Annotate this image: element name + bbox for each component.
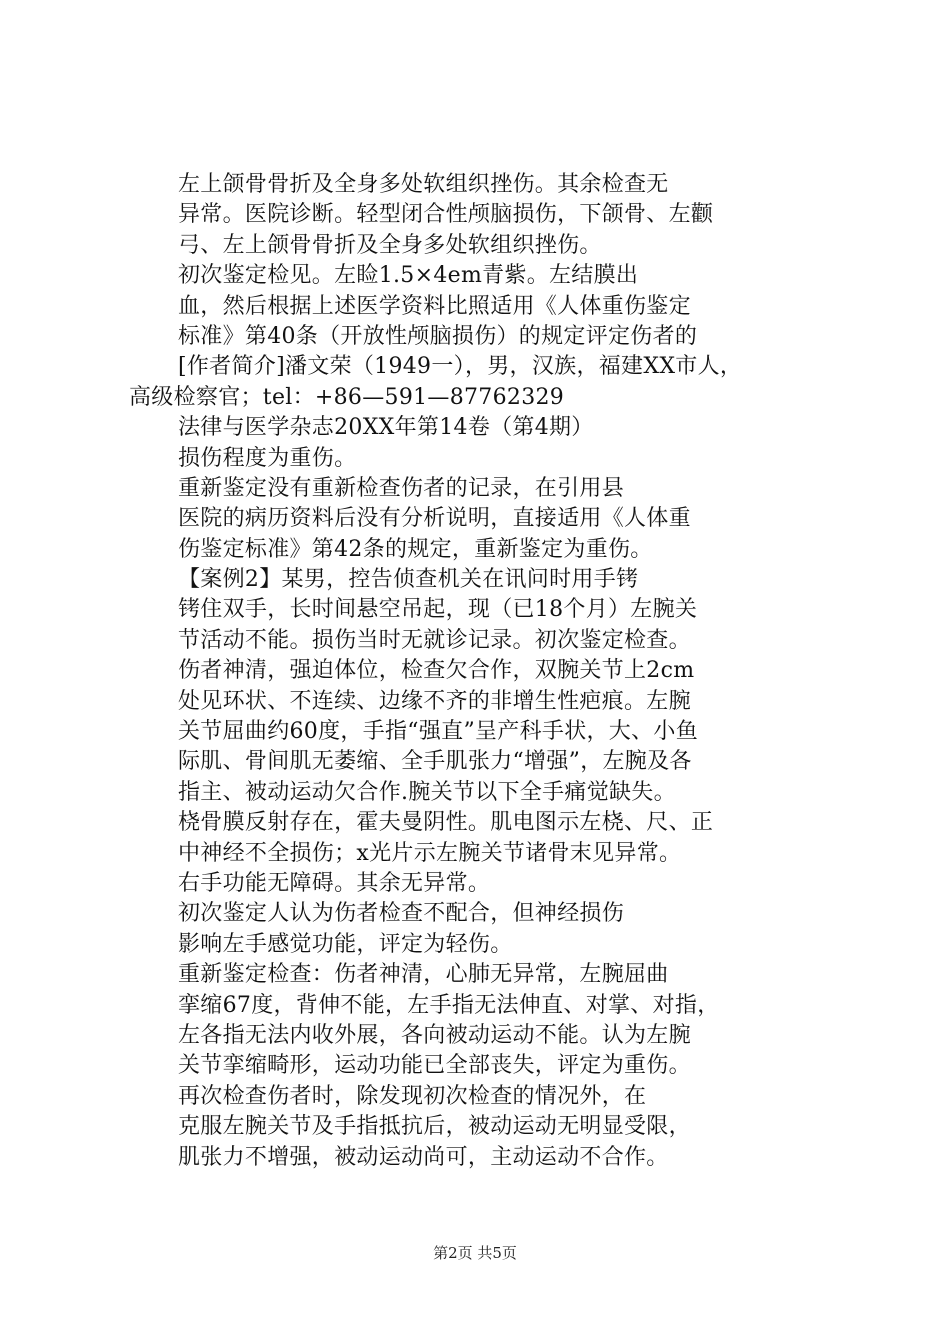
page-number-footer: 第2页 共5页: [433, 1244, 517, 1262]
author-contact-line: 高级检察官；tel：+86—591—87762329: [129, 384, 565, 410]
text-line: 标准》第40条（开放性颅脑损伤）的规定评定伤者的: [178, 323, 698, 349]
text-line: 损伤程度为重伤。: [178, 445, 357, 471]
text-line: 初次鉴定人认为伤者检查不配合，但神经损伤: [178, 901, 625, 927]
text-line: 医院的病历资料后没有分析说明，直接适用《人体重: [178, 506, 691, 532]
author-bio-line: [作者简介]潘文荣（1949一），男，汉族，福建XX市人，: [178, 354, 743, 380]
text-line: 关节挛缩畸形，运动功能已全部丧失，评定为重伤。: [178, 1053, 691, 1079]
text-line: 异常。医院诊断。轻型闭合性颅脑损伤，下颌骨、左颧: [178, 202, 714, 228]
text-line: 中神经不全损伤；x光片示左腕关节诸骨末见异常。: [178, 840, 682, 866]
text-line: 肌张力不增强，被动运动尚可，主动运动不合作。: [178, 1144, 669, 1170]
text-line: 节活动不能。损伤当时无就诊记录。初次鉴定检查。: [178, 627, 691, 653]
text-line: 再次检查伤者时，除发现初次检查的情况外，在: [178, 1083, 647, 1109]
text-line: 指主、被动运动欠合作.腕关节以下全手痛觉缺失。: [178, 779, 676, 805]
text-line: 重新鉴定没有重新检查伤者的记录，在引用县: [178, 475, 625, 501]
text-line: 右手功能无障碍。其余无异常。: [178, 870, 491, 896]
case-heading-line: 【案例2】某男，控告侦查机关在讯问时用手铐: [178, 567, 639, 593]
text-line: 铐住双手，长时间悬空吊起，现（已18个月）左腕关: [178, 597, 698, 623]
text-line: 挛缩67度，背伸不能，左手指无法伸直、对掌、对指，: [178, 992, 720, 1018]
text-line: 克服左腕关节及手指抵抗后，被动运动无明显受限，: [178, 1114, 691, 1140]
text-line: 重新鉴定检查：伤者神清，心肺无异常，左腕屈曲: [178, 962, 669, 988]
journal-citation-line: 法律与医学杂志20XX年第14卷（第4期）: [178, 415, 594, 441]
text-line: 弓、左上颌骨骨折及全身多处软组织挫伤。: [178, 232, 602, 258]
text-line: 际肌、骨间肌无萎缩、全手肌张力“增强”，左腕及各: [178, 749, 692, 775]
text-line: 伤者神清，强迫体位，检查欠合作，双腕关节上2cm: [178, 658, 695, 684]
text-line: 伤鉴定标准》第42条的规定，重新鉴定为重伤。: [178, 536, 653, 562]
text-line: 左各指无法内收外展，各向被动运动不能。认为左腕: [178, 1022, 691, 1048]
text-line: 初次鉴定检见。左睑1.5×4em青紫。左结膜出: [178, 263, 639, 289]
text-line: 左上颌骨骨折及全身多处软组织挫伤。其余检查无: [178, 172, 669, 197]
text-line: 血，然后根据上述医学资料比照适用《人体重伤鉴定: [178, 293, 691, 319]
text-line: 处见环状、不连续、边缘不齐的非增生性疤痕。左腕: [178, 688, 691, 714]
text-line: 桡骨膜反射存在，霍夫曼阴性。肌电图示左桡、尺、正: [178, 810, 714, 836]
text-line: 影响左手感觉功能，评定为轻伤。: [178, 931, 513, 957]
text-line: 关节屈曲约60度，手指“强直”呈产科手状，大、小鱼: [178, 719, 698, 745]
document-body: [0, 170, 950, 1173]
